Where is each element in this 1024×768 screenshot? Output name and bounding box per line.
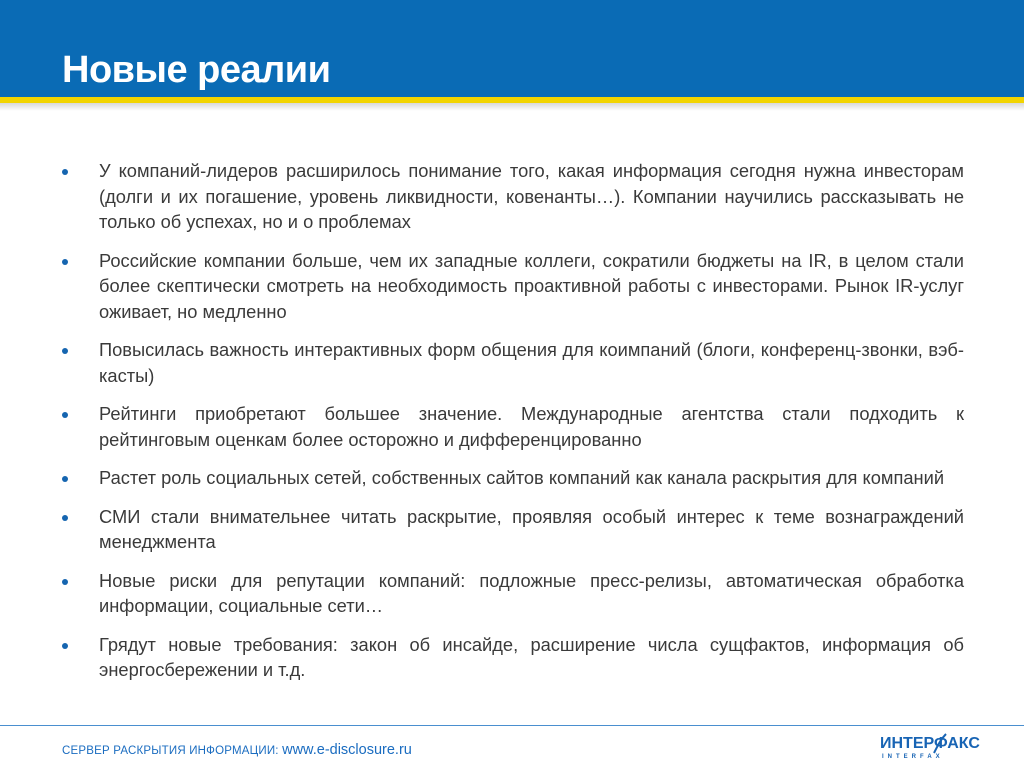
- bullet-dot-icon: [62, 348, 68, 354]
- bullet-item: [62, 568, 964, 619]
- footer-disclosure: [62, 741, 412, 759]
- bullet-dot-icon: [62, 579, 68, 585]
- bullet-dot-icon: [62, 259, 68, 265]
- bullet-item: [62, 504, 964, 555]
- bullet-item: [62, 248, 964, 325]
- bullet-text: У компаний-лидеров расширилось понимание того, какая информация сегодня нужна инвесторам (долги и их погашение, уровень ликвидности, ковенанты…). Компании научились рассказывать не только об успехах, но и о проблемах: [99, 160, 964, 232]
- footer-divider: [0, 725, 1024, 726]
- bullet-item: [62, 158, 964, 235]
- bullet-text: СМИ стали внимательнее читать раскрытие, проявляя особый интерес к теме вознаграждений менеджмента: [99, 505, 964, 552]
- bullet-item: [62, 465, 964, 491]
- logo-subtext: INTERFAX: [882, 754, 944, 760]
- bullet-text: Новые риски для репутации компаний: подложные пресс-релизы, автоматическая обработка информации, социальные сети…: [99, 569, 964, 616]
- bullet-text: Грядут новые требования: закон об инсайде, расширение числа сущфактов, информация об энергосбережении и т.д.: [99, 633, 964, 680]
- header-shadow: [0, 103, 1024, 111]
- interfax-logo: [880, 733, 980, 763]
- footer-url-link[interactable]: www.e-disclosure.ru: [282, 742, 412, 758]
- bullet-item: [62, 337, 964, 388]
- bullet-text: Рейтинги приобретают большее значение. Международные агентства стали подходить к рейтинговым оценкам более осторожно и дифференцированно: [99, 403, 964, 450]
- bullet-dot-icon: [62, 515, 68, 521]
- bullet-item: [62, 401, 964, 452]
- bullet-text: Растет роль социальных сетей, собственных сайтов компаний как канала раскрытия для компаний: [99, 467, 945, 488]
- bullet-dot-icon: [62, 169, 68, 175]
- footer-label: СЕРВЕР РАСКРЫТИЯ ИНФОРМАЦИИ:: [62, 745, 283, 757]
- slide-title: Новые реалии: [62, 49, 331, 91]
- bullet-list: [62, 158, 964, 696]
- logo-text: ИНТЕРФАКС: [880, 735, 980, 752]
- bullet-dot-icon: [62, 643, 68, 649]
- slide-header: [0, 0, 1024, 97]
- bullet-dot-icon: [62, 476, 68, 482]
- bullet-item: [62, 632, 964, 683]
- bullet-dot-icon: [62, 412, 68, 418]
- logo-swoosh-icon: [932, 733, 948, 755]
- bullet-text: Повысилась важность интерактивных форм общения для коимпаний (блоги, конференц-звонки, вэб-касты): [99, 339, 964, 386]
- bullet-text: Российские компании больше, чем их западные коллеги, сократили бюджеты на IR, в целом стали более скептически смотреть на необходимость проактивной работы с инвесторами. Рынок IR-услуг оживает, но медленно: [99, 249, 964, 322]
